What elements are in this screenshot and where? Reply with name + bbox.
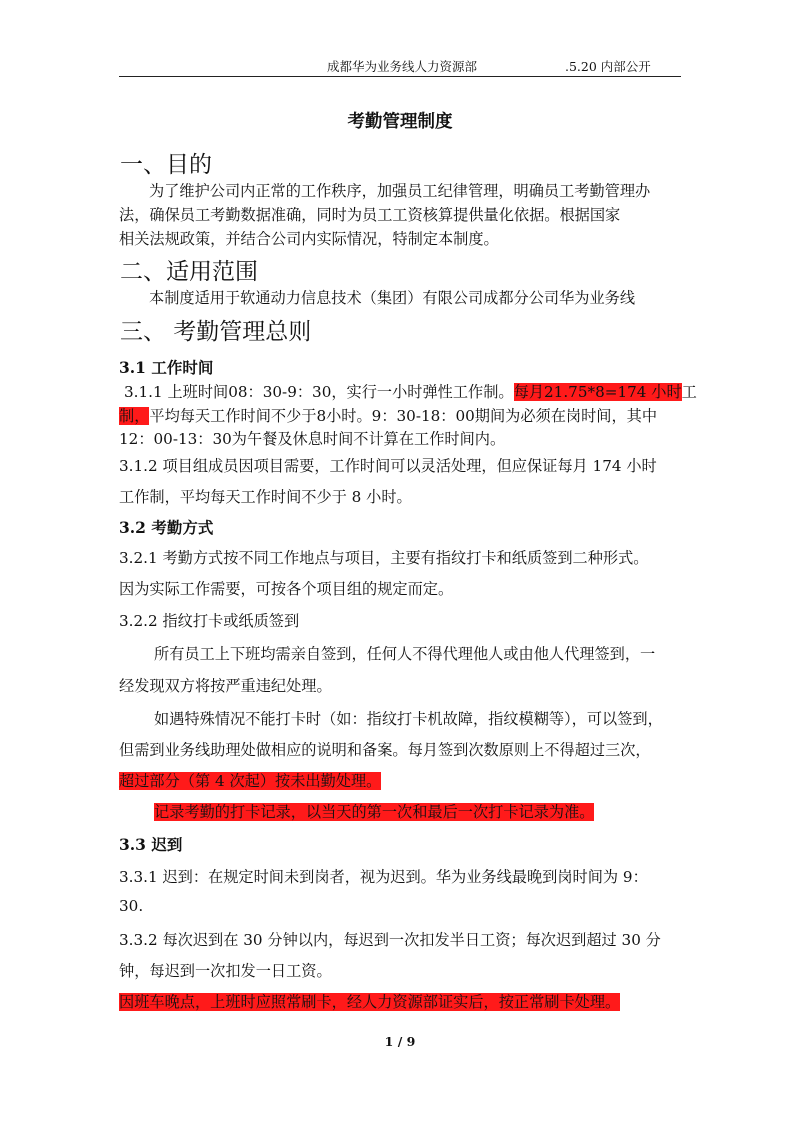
- section-1-line-2: 法，确保员工考勤数据准确，同时为员工工资核算提供量化依据。根据国家: [119, 206, 621, 224]
- document-title: 考勤管理制度: [347, 112, 453, 132]
- header-classification: .5.20 内部公开: [565, 59, 651, 74]
- section-3-heading: 三、 考勤管理总则: [120, 319, 312, 345]
- highlight-absence-rule: 超过部分（第 4 次起）按未出勤处理。: [119, 772, 382, 790]
- para-3-2-2-a-line-1: 所有员工上下班均需亲自签到，任何人不得代理他人或由他人代理签到，一: [154, 645, 656, 663]
- highlight-bus-delay-rule: 因班车晚点，上班时应照常刷卡，经人力资源部证实后，按正常刷卡处理。: [119, 993, 621, 1011]
- section-1-line-3: 相关法规政策，并结合公司内实际情况，特制定本制度。: [119, 230, 499, 248]
- para-3-1-1-line-2-text: 平均每天工作时间不少于8小时。9：30-18：00期间为必须在岗时间，其中: [149, 407, 658, 425]
- para-3-2-2-b-line-1: 如遇特殊情况不能打卡时（如：指纹打卡机故障，指纹模糊等），可以签到，: [154, 710, 663, 728]
- highlight-system: 制，: [119, 407, 150, 425]
- para-3-3-2-line-1: 3.3.2 每次迟到在 30 分钟以内，每迟到一次扣发半日工资；每次迟到超过 30 分: [119, 931, 661, 949]
- para-3-1-2-line-2: 工作制，平均每天工作时间不少于 8 小时。: [119, 488, 412, 506]
- para-3-1-1-text: 3.1.1 上班时间08：30-9：30，实行一小时弹性工作制。: [124, 383, 514, 401]
- para-3-3-3-line: [119, 991, 620, 1012]
- para-3-2-2-b-line-2: 但需到业务线助理处做相应的说明和备案。每月签到次数原则上不得超过三次，: [119, 741, 651, 759]
- para-3-1-1-line-1: [124, 381, 697, 402]
- para-3-1-1-line-3: 12：00-13：30为午餐及休息时间不计算在工作时间内。: [119, 430, 506, 448]
- para-3-1-1-tail: 工: [681, 383, 697, 401]
- para-3-3-1-line-1: 3.3.1 迟到：在规定时间未到岗者，视为迟到。华为业务线最晚到岗时间为 9：: [119, 868, 648, 886]
- para-3-2-2-c-line: [154, 801, 594, 822]
- para-3-2-2-heading: 3.2.2 指纹打卡或纸质签到: [119, 612, 300, 630]
- para-3-1-1-line-2: [119, 405, 657, 426]
- para-3-2-1-line-1: 3.2.1 考勤方式按不同工作地点与项目，主要有指纹打卡和纸质签到二种形式。: [119, 549, 649, 567]
- header-rule: [119, 76, 681, 77]
- highlight-174-hours: 每月21.75*8=174 小时: [513, 383, 682, 401]
- header-department: 成都华为业务线人力资源部: [327, 59, 478, 74]
- para-3-2-1-line-2: 因为实际工作需要，可按各个项目组的规定而定。: [119, 580, 454, 598]
- subsection-3-3-heading: 3.3 迟到: [119, 835, 183, 854]
- para-3-2-2-a-line-2: 经发现双方将按严重违纪处理。: [119, 677, 332, 695]
- section-1-heading: 一、目的: [120, 152, 212, 178]
- section-2-heading: 二、适用范围: [120, 259, 258, 285]
- para-3-2-2-b-line-3: [119, 770, 381, 791]
- para-3-1-2-line-1: 3.1.2 项目组成员因项目需要，工作时间可以灵活处理，但应保证每月 174 小时: [119, 457, 657, 475]
- para-3-3-2-line-2: 钟，每迟到一次扣发一日工资。: [119, 962, 332, 980]
- section-1-line-1: 为了维护公司内正常的工作秩序，加强员工纪律管理，明确员工考勤管理办: [149, 182, 651, 200]
- subsection-3-2-heading: 3.2 考勤方式: [119, 518, 214, 537]
- page-number: 1 / 9: [384, 1034, 416, 1049]
- section-2-line: 本制度适用于软通动力信息技术（集团）有限公司成都分公司华为业务线: [149, 289, 635, 307]
- para-3-3-1-line-2: 30.: [119, 897, 144, 915]
- subsection-3-1-heading: 3.1 工作时间: [119, 358, 214, 377]
- highlight-record-rule: 记录考勤的打卡记录，以当天的第一次和最后一次打卡记录为准。: [154, 803, 595, 821]
